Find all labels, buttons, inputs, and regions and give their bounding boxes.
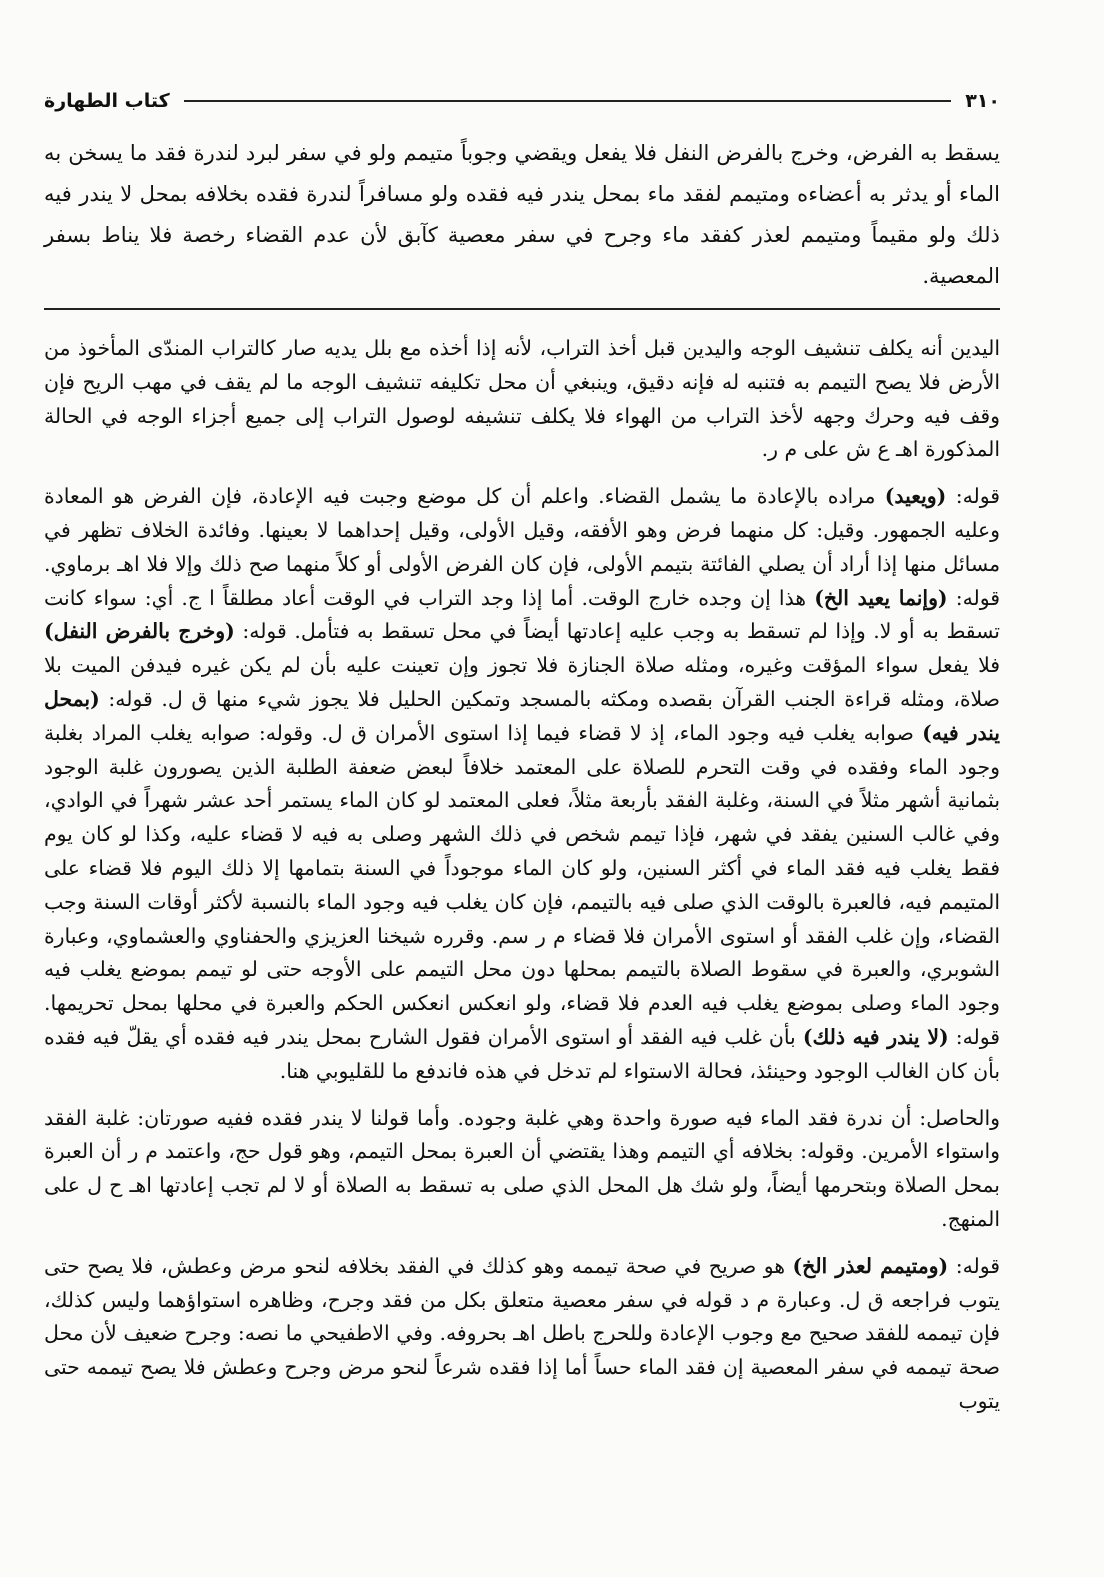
quoted-lemma: (لا يندر فيه ذلك) (802, 1024, 949, 1049)
commentary-paragraph (44, 480, 1000, 1088)
commentary-text: قوله: (948, 1253, 1000, 1278)
commentary-text: فلا يفعل سواء المؤقت وغيره، ومثله صلاة الجنازة فلا تجوز وإن تعينت عليه بأن لم يكن غيره فيدفن الميت بلا صلاة، ومثله قراءة الجنب القرآن بقصده ومكثه بالمسجد وتمكين الحليل فلا يجوز شيء منها ق ل. قوله: (44, 653, 1000, 711)
header-rule (184, 100, 952, 102)
commentary-paragraph (44, 1102, 1000, 1237)
commentary-paragraph (44, 332, 1000, 467)
quoted-lemma: (بمحل يندر فيه) (44, 686, 1000, 745)
quoted-lemma: (وإنما يعيد الخ) (814, 585, 948, 610)
running-header (44, 84, 1000, 118)
main-text (44, 132, 1000, 296)
page-number: ٣١٠ (965, 90, 1000, 112)
main-text-paragraph: يسقط به الفرض، وخرج بالفرض النفل فلا يفعل ويقضي وجوباً متيمم ولو في سفر لبرد لندرة فقد ما يسخن به الماء أو يدثر به أعضاءه ومتيمم لفقد ماء بمحل يندر فيه فقده ولو مسافراً لندرة فقده بخلافه بمحل لا يندر فيه ذلك ولو مقيماً ومتيمم لعذر كفقد ماء وجرح في سفر معصية كآبق لأن عدم القضاء رخصة فلا يناط بسفر المعصية. (44, 140, 1000, 288)
separator-rule (44, 308, 1000, 310)
quoted-lemma: (ويعيد) (884, 484, 947, 509)
commentary-text: صوابه يغلب فيه وجود الماء، إذ لا قضاء فيما إذا استوى الأمران ق ل. وقوله: صوابه يغلب المراد بغلبة وجود الماء وفقده في وقت التحرم للصلاة على المعتمد خلافاً لبعض ضعفة الطلبة الذين يصورون غلبة الوجود بثمانية أشهر مثلاً في السنة، وغلبة الفقد بأربعة مثلاً، فعلى المعتمد لو كان الماء يستمر أحد عشر شهراً في الوادي، وفي غالب السنين يفقد في شهر، فإذا تيمم شخص في ذلك الشهر وصلى به فيه لا قضاء عليه، وكذا لو كان يوم فقط يغلب فيه فقد الماء في أكثر السنين، ولو كان الماء موجوداً في السنة بتمامها إلا ذلك اليوم فلا قضاء على المتيمم فيه، فالعبرة بالوقت الذي صلى فيه بالتيمم، فإن كان يغلب فيه وجود الماء بالنسبة لأكثر أوقات السنة وجب القضاء، وإن غلب الفقد أو استوى الأمران فلا قضاء م ر سم. وقرره شيخنا العزيزي والحفناوي والعشماوي، وعبارة الشوبري، والعبرة في سقوط الصلاة بالتيمم بمحلها دون محل التيمم على الأوجه حتى لو تيمم بموضع يغلب فيه وجود الماء وصلى بموضع يغلب فيه العدم فلا قضاء، ولو انعكس انعكس الحكم والعبرة في محلها بمحل تحريمها. قوله: (44, 720, 1000, 1049)
book-page (44, 84, 1000, 1432)
commentary (44, 332, 1000, 1419)
book-title: كتاب الطهارة (44, 90, 170, 112)
commentary-text: مراده بالإعادة ما يشمل القضاء. واعلم أن كل موضع وجبت فيه الإعادة، فإن الفرض هو المعادة وعليه الجمهور. وقيل: كل منهما فرض وهو الأفقه، وقيل الأولى، وقيل إحداهما لا بعينها. وفائدة الخلاف تظهر في مسائل منها إذا أراد أن يصلي الفائتة بتيمم الأولى، فإن كان الفرض الأولى أو كلاً منهما صح ذلك وإلا فلا اهـ برماوي. قوله: (44, 484, 1001, 610)
commentary-text: هذا إن وجده خارج الوقت. أما إذا وجد التراب في الوقت أعاد مطلقاً ا ج. أي: سواء كانت تسقط به أو لا. وإذا لم تسقط به وجب عليه إعادتها أيضاً في محل تسقط به فتأمل. قوله: (44, 585, 1000, 644)
commentary-text: بأن غلب فيه الفقد أو استوى الأمران فقول الشارح بمحل يندر فيه فقده أي يقلّ فيه فقده بأن كان الغالب الوجود وحينئذ، فحالة الاستواء لم تدخل في هذه فاندفع ما للقليوبي هنا. (44, 1024, 1000, 1083)
commentary-text: اليدين أنه يكلف تنشيف الوجه واليدين قبل أخذ التراب، لأنه إذا أخذه مع بلل يديه صار كالتراب المندّى المأخوذ من الأرض فلا يصح التيمم به فتنبه له فإنه دقيق، وينبغي أن محل تكليفه تنشيف الوجه ما لم يقف في مهب الريح فإن وقف فيه وحرك وجهه لأخذ التراب من الهواء فلا يكلف تنشيفه لوصول التراب إلى جميع أجزاء الوجه في الحالة المذكورة اهـ ع ش على م ر. (44, 336, 1000, 462)
commentary-paragraph (44, 1250, 1000, 1419)
quoted-lemma: (ومتيمم لعذر الخ) (792, 1253, 949, 1278)
commentary-text: قوله: (946, 484, 1000, 509)
quoted-lemma: (وخرج بالفرض النفل) (44, 619, 235, 644)
commentary-text: هو صريح في صحة تيممه وهو كذلك في الفقد بخلافه لنحو مرض وعطش، فلا يصح حتى يتوب فراجعه ق ل. وعبارة م د قوله في سفر معصية متعلق بكل من فقد وجرح، وظاهره استواؤهما وليس كذلك، فإن تيممه للفقد صحيح مع وجوب الإعادة وللحرج باطل اهـ بحروفه. وفي الاطفيحي ما نصه: وجرح ضعيف لأن محل صحة تيممه في سفر المعصية إن فقد الماء حساً أما إذا فقده شرعاً لنحو مرض وجرح وعطش فلا يصح تيممه حتى يتوب (44, 1253, 1000, 1413)
commentary-text: والحاصل: أن ندرة فقد الماء فيه صورة واحدة وهي غلبة وجوده. وأما قولنا لا يندر فقده ففيه صورتان: غلبة الفقد واستواء الأمرين. وقوله: بخلافه أي التيمم وهذا يقتضي أن العبرة بمحل التيمم، وهو قول حج، واعتمد م ر أن العبرة بمحل الصلاة وبتحرمها أيضاً، ولو شك هل المحل الذي صلى به تسقط به الصلاة أو لا لم تجب إعادتها اهـ ح ل على المنهج. (44, 1105, 1000, 1231)
